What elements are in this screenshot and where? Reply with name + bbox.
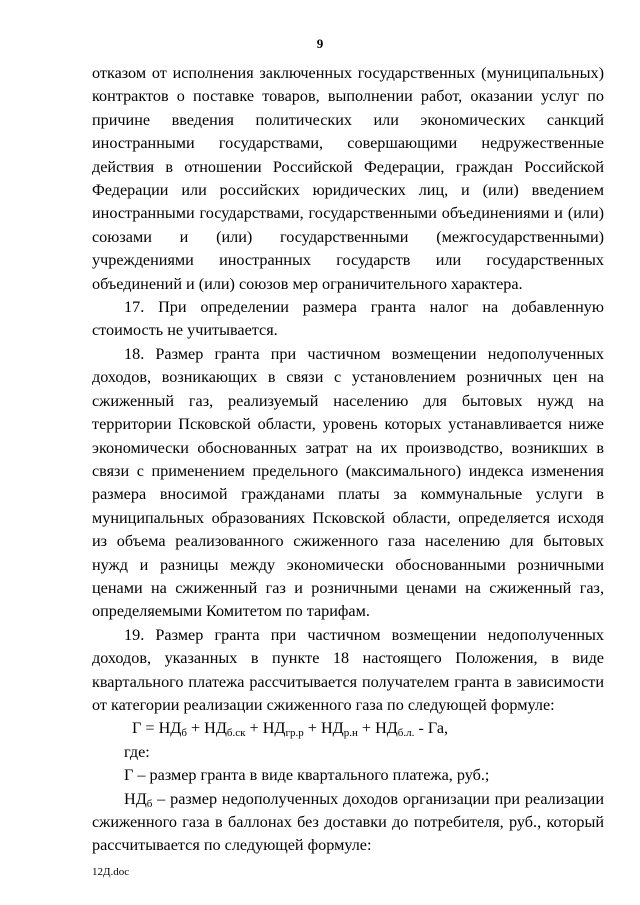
paragraph-19: 19. Размер гранта при частичном возмещении недополученных доходов, указанных в пункте 18 настоящего Положения, в виде квартального платежа рассчитывается получателем гранта в зависимости от категории реализации сжиженного газа по следующей формуле:	[92, 625, 604, 714]
document-body	[92, 62, 604, 858]
definition-nd-b: $НД_б$ – размер недополученных доходов организации при реализации сжиженного газа в баллонах без доставки до потребителя, руб., который рассчитывается по следующей формуле:	[92, 789, 604, 855]
paragraph-17: 17. При определении размера гранта налог на добавленную стоимость не учитывается.	[92, 298, 604, 340]
where-label: где:	[124, 742, 150, 761]
definition-g: Г – размер гранта в виде квартального платежа, руб.;	[124, 766, 490, 785]
paragraph-continuation: отказом от исполнения заключенных государственных (муниципальных) контрактов о поставке товаров, выполнении работ, оказании услуг по причине введения политических или экономических санкций иностранными государствами, совершающими недружественные действия в отношении Российской Федерации, граждан Российской Федерации или российских юридических лиц, и (или) введением иностранными государствами, государственными объединениями и (или) союзами и (или) государственными (межгосударственными) учреждениями иностранных государств или государственных объединений и (или) союзов мер ограничительного характера.	[92, 64, 604, 293]
paragraph-18: 18. Размер гранта при частичном возмещении недополученных доходов, возникающих в связи с установлением розничных цен на сжиженный газ, реализуемый населению для бытовых нужд на территории Псковской области, уровень которых устанавливается ниже экономически обоснованных затрат на их производство, возникших в связи с применением предельного (максимального) индекса изменения размера вносимой гражданами платы за коммунальные услуги в муниципальных образованиях Псковской области, определяется исходя из объема реализованного сжиженного газа населению для бытовых нужд и разницы между экономически обоснованными розничными ценами на сжиженный газ и розничными ценами на сжиженный газ, определяемыми Комитетом по тарифам.	[92, 344, 604, 621]
page-number: 9	[316, 36, 324, 51]
footer-filename: 12Д.doc	[92, 866, 130, 878]
grant-formula: $Г = НД_б + НД_{б.ск} + НД_{гр.р} + НД_{р.н} + НД_{б.л.}$ - Га,	[132, 719, 449, 740]
